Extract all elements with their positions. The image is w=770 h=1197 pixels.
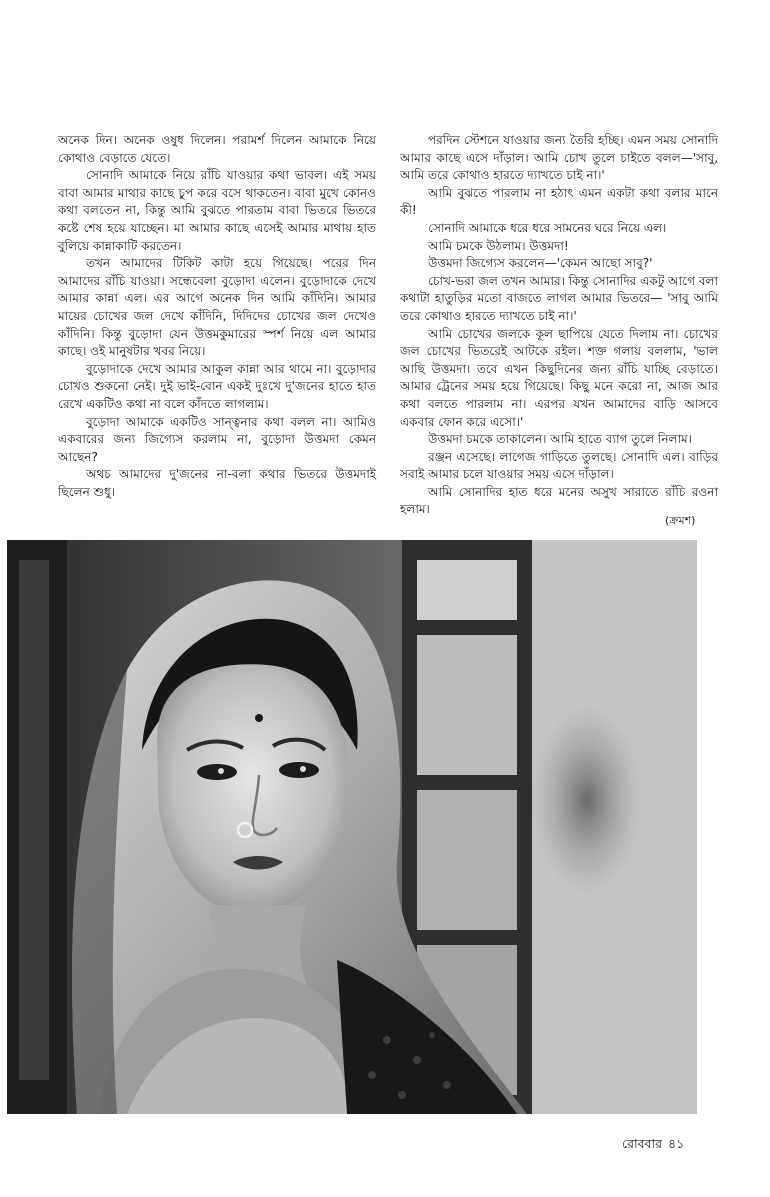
paragraph: অনেক দিন। অনেক ওষুধ দিলেন। পরামর্শ দিলেন আমাকে নিয়ে কোথাও বেড়াতে যেতে। — [58, 133, 376, 165]
to-be-continued-note: (ক্রমশ) — [665, 514, 696, 527]
paragraph: রঞ্জন এসেছে। লাগেজ গাড়িতে তুলছে। সোনাদি এল। বাড়ির সবাই আমার চলে যাওয়ার সময় এসে দাঁড়াল। — [400, 449, 718, 482]
film-still-photo — [7, 540, 697, 1114]
paragraph: বুড়োদা আমাকে একটিও সান্ত্বনার কথা বলল না। আমিও একবারের জন্য জিগ্যেস করলাম না, বুড়োদা উত্তমদা কেমন আছেন? — [58, 414, 376, 464]
paragraph: উত্তমদা চমকে তাকালেন। আমি হাতে ব্যাগ তুলে নিলাম। — [428, 432, 692, 447]
left-column — [58, 132, 376, 501]
magazine-name: রোববার — [622, 1136, 662, 1151]
paragraph: সোনাদি আমাকে নিয়ে রাঁচি যাওয়ার কথা ভাবল। এই সময় বাবা আমার মাথার কাছে চুপ করে বসে থাকতেন। বাবা মুখে কোনও কথা বলতেন না, কিন্তু আমি বুঝতে পারতাম বাবা ভিতরে ভিতরে কষ্টে শেষ হয়ে যাচ্ছেন। মা আমার কাছে এসেই আমার মাথায় হাত বুলিয়ে কান্নাকাটি করতেন। — [58, 168, 376, 253]
paragraph: উত্তমদা জিগ্যেস করলেন—'কেমন আছো সাবু?' — [428, 256, 653, 271]
paragraph: চোখ-ভরা জল তখন আমার। কিন্তু সোনাদির একটু আগে বলা কথাটা হাতুড়ির মতো বাজতে লাগল আমার ভিতরে— 'সাবু আমি তরে কোথাও হারতে দ্যাখতে চাই না।' — [400, 273, 718, 323]
page-footer — [622, 1136, 684, 1156]
paragraph: আমি চমকে উঠলাম। উত্তমদা! — [428, 238, 569, 253]
paragraph: তখন আমাদের টিকিট কাটা হয়ে গিয়েছে। পরের দিন আমাদের রাঁচি যাওয়া। সন্ধেবেলা বুড়োদা এলেন। বুড়োদাকে দেখে আমার কান্না এল। এর আগে অনেক দিন আমি কাঁদিনি। আমার মায়ের চোখের জল দেখে কাঁদিনি, দিদিদের চোখের জল দেখেও কাঁদিনি। কিন্তু বুড়োদা যেন উত্তমকুমারের স্পর্শ নিয়ে এল আমার কাছে। ওই মানুষটার খবর নিয়ে। — [58, 256, 376, 359]
paragraph: অথচ আমাদের দু'জনের না-বলা কথার ভিতরে উত্তমদাই ছিলেন শুধু। — [58, 467, 376, 499]
paragraph: পরদিন স্টেশনে যাওয়ার জন্য তৈরি হচ্ছি। এমন সময় সোনাদি আমার কাছে এসে দাঁড়াল। আমি চোখ তুলে চাইতে বলল—'সাবু, আমি তরে কোথাও হারতে দ্যাখতে চাই না।' — [400, 133, 718, 183]
paragraph: আমি চোখের জলকে কূল ছাপিয়ে যেতে দিলাম না। চোখের জল চোখের ভিতরেই আটকে রইল। শক্ত গলায় বললাম, 'ভাল আছি উত্তমদা। তবে এখন কিছুদিনের জন্য রাঁচি যাচ্ছি বেড়াতে। আমার ট্রেনের সময় হয়ে গিয়েছে। কিছু মনে করো না, আজ আর কথা বলতে পারলাম না। এরপর যখন আমাদের বাড়ি আসবে একবার ফোন করে এসো।' — [400, 326, 718, 429]
page-number: ৪১ — [668, 1136, 685, 1151]
paragraph: সোনাদি আমাকে ধরে ধরে সামনের ঘরে নিয়ে এল। — [428, 220, 667, 235]
right-column — [400, 132, 718, 519]
paragraph: আমি বুঝতে পারলাম না হঠাৎ এমন একটা কথা বলার মানে কী! — [400, 185, 718, 218]
paragraph: বুড়োদাকে দেখে আমার আকুল কান্না আর থামে না। বুড়োদার চোখও শুকনো নেই। দুই ভাই-বোন একই দুঃখে দু'জনের হাতে হাত রেখে একটিও কথা না বলে কাঁদতে লাগলাম। — [58, 361, 376, 411]
paragraph: আমি সোনাদির হাত ধরে মনের অসুখ সারাতে রাঁচি রওনা হলাম। — [400, 484, 718, 517]
